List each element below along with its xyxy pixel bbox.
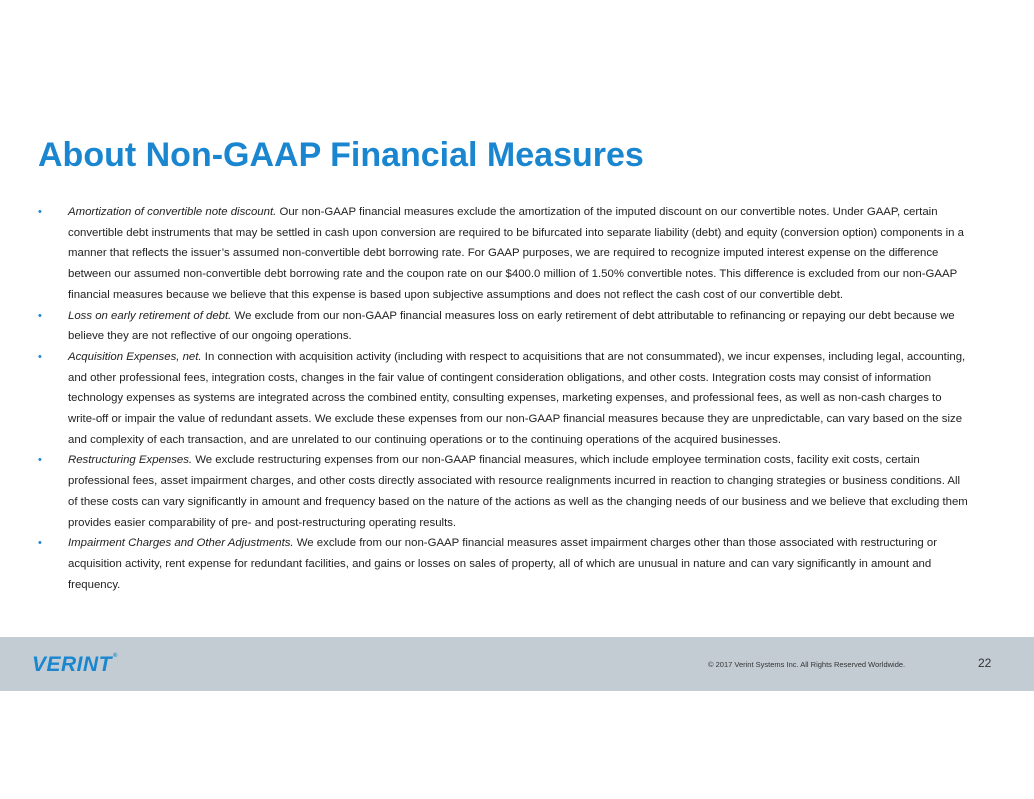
bullet-lead: Impairment Charges and Other Adjustments. [68,537,294,550]
list-item [38,306,968,347]
bullet-text: We exclude restructuring expenses from our non-GAAP financial measures, which include employee termination costs, facility exit costs, certain professional fees, asset impairment charges, and other costs directly associated with resource realignments incurred in reaction to changing strategies or business conditions. All of these costs can vary significantly in amount and frequency based on the nature of the actions as well as the changing needs of our business and we believe that excluding them provides easier comparability of pre- and post-restructuring operating results. [68,454,968,529]
footer-bar [0,637,1034,691]
bullet-icon: • [38,350,42,363]
bullet-icon: • [38,309,42,322]
list-item [38,450,968,533]
bullet-lead: Loss on early retirement of debt. [68,309,232,322]
page-title: About Non-GAAP Financial Measures [38,136,644,174]
bullet-lead: Amortization of convertible note discount. [68,206,277,218]
logo-text: VERINT [32,653,113,676]
bullet-lead: Restructuring Expenses. [68,454,193,467]
verint-logo [32,653,118,677]
bullet-text: In connection with acquisition activity (including with respect to acquisitions that are not consummated), we incur expenses, including legal, accounting, and other professional fees, integration costs, changes in the fair value of contingent consideration obligations, and other costs. Integration costs may consist of information technology expenses as systems are integrated across the combined entity, consulting expenses, marketing expenses, and professional fees, as well as non-cash charges to write-off or impair the value of redundant assets. We exclude these expenses from our non-GAAP financial measures because they are unpredictable, can vary based on the size and complexity of each transaction, and are unrelated to our continuing operations or to the continuing operations of the acquired businesses. [68,350,966,446]
bullet-icon: • [38,206,42,218]
bullet-text: Our non-GAAP financial measures exclude the amortization of the imputed discount on our convertible notes. Under GAAP, certain convertible debt instruments that may be settled in cash upon conversion are required to be bifurcated into separate liability (debt) and equity (conversion option) components in a manner that reflects the issuer’s assumed non-convertible debt borrowing rate. For GAAP purposes, we are required to recognize imputed interest expense on the difference between our assumed non-convertible debt borrowing rate and the coupon rate on our $400.0 million of 1.50% convertible notes. This difference is excluded from our non-GAAP financial measures because we believe that this expense is based upon subjective assumptions and does not reflect the cash cost of our convertible debt. [68,206,964,301]
list-item [38,347,968,451]
bullet-icon: • [38,537,42,550]
bullet-lead: Acquisition Expenses, net. [68,350,202,363]
logo-trademark: ® [113,653,118,659]
bullet-icon: • [38,454,42,467]
copyright-notice: © 2017 Verint Systems Inc. All Rights Reserved Worldwide. [708,660,906,669]
bullet-list [38,202,968,595]
page-number: 22 [978,656,992,670]
bullet-text: We exclude from our non-GAAP financial measures loss on early retirement of debt attributable to refinancing or repaying our debt because we believe they are not reflective of our ongoing operations. [68,309,955,343]
bullet-text: We exclude from our non-GAAP financial measures asset impairment charges other than those associated with restructuring or acquisition activity, rent expense for redundant facilities, and gains or losses on sales of property, all of which are unusual in nature and can vary significantly in amount and frequency. [68,537,938,591]
list-item [38,202,968,306]
list-item [38,533,968,595]
